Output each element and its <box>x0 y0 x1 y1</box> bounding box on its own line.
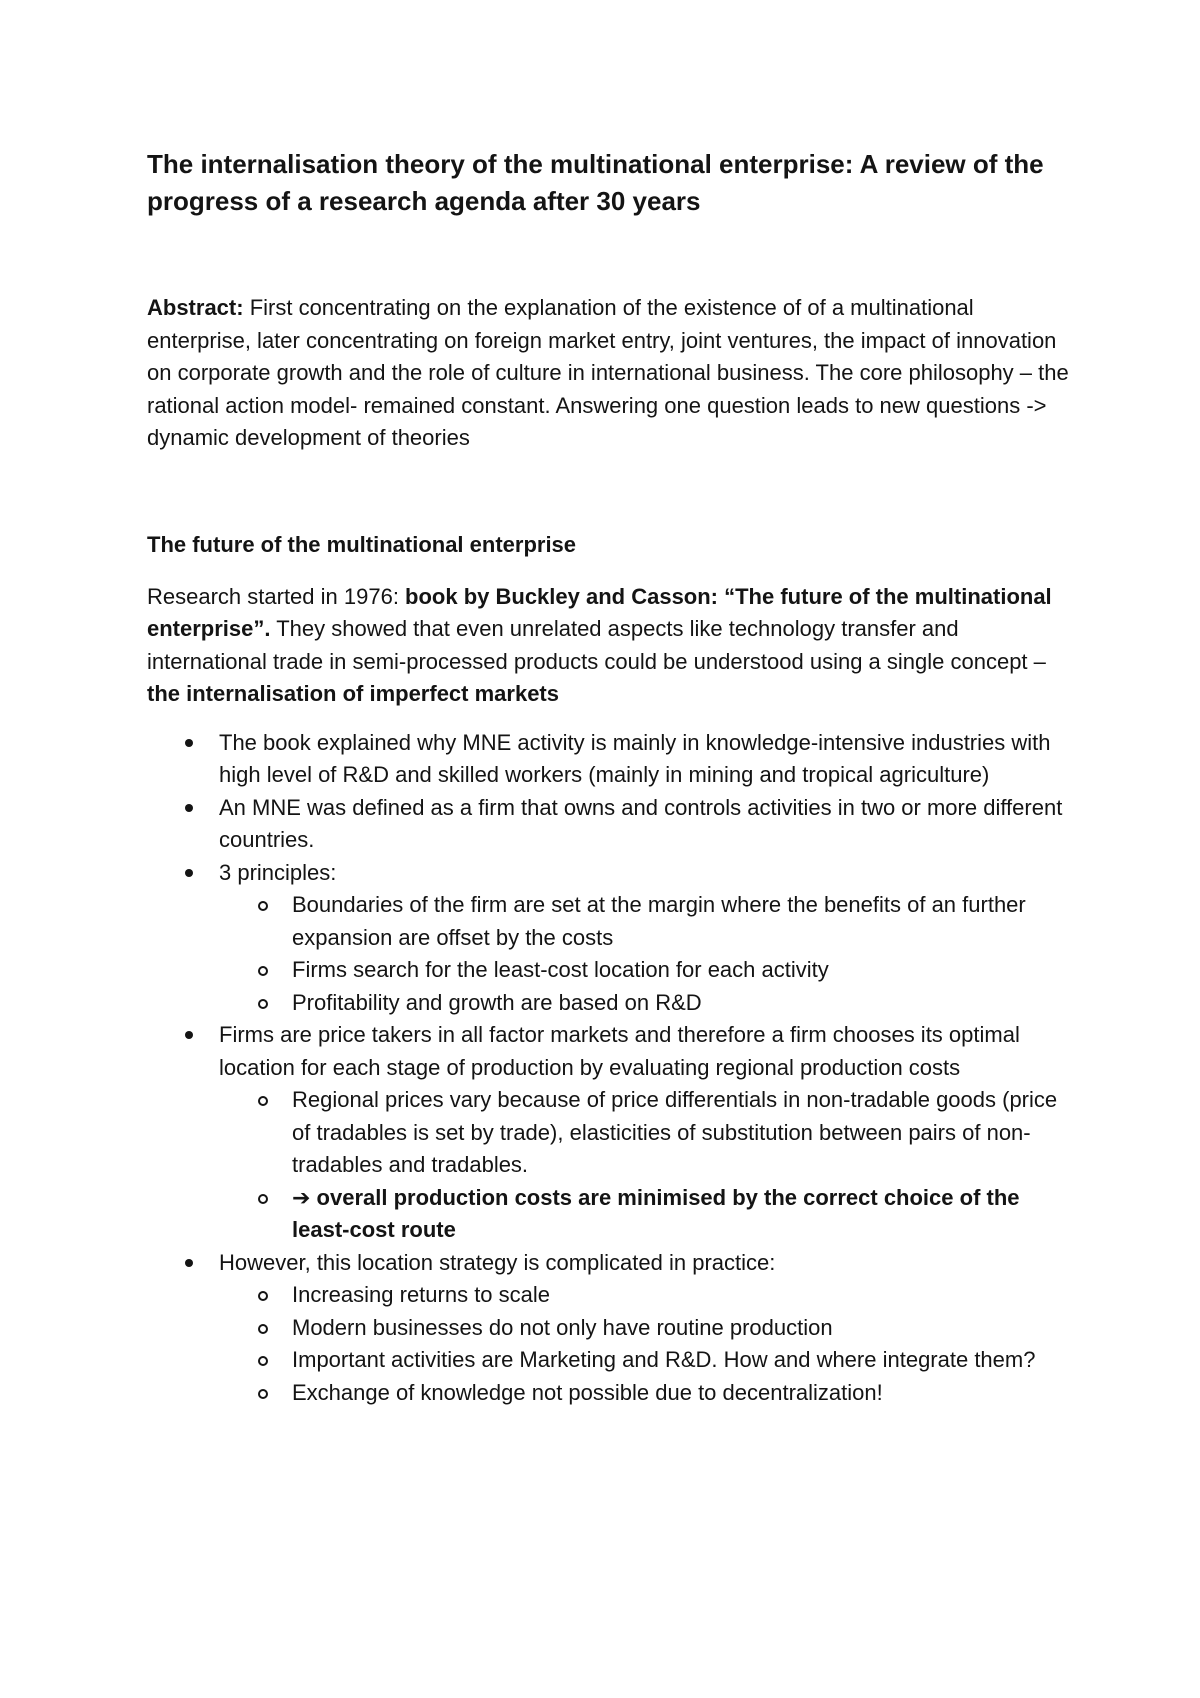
sub-list-item <box>147 1084 1077 1182</box>
abstract-paragraph <box>147 292 1077 455</box>
document-title: The internalisation theory of the multinational enterprise: A review of the progress of a research agenda after 30 years <box>147 149 1044 216</box>
intro-key-concept: the internalisation of imperfect markets <box>147 681 559 706</box>
intro-text-2: They showed that even unrelated aspects like technology transfer and international trade in semi-processed products could be understood using a single concept – <box>147 616 1046 674</box>
sub-list-item-text: Firms search for the least-cost location for each activity <box>292 957 829 982</box>
list-item <box>147 857 1077 1020</box>
arrow-right-icon: ➔ <box>292 1184 311 1210</box>
bullet-dot-icon <box>185 804 193 812</box>
intro-book-reference: book by Buckley and Casson: “The future of the multinational enterprise”. <box>147 583 1052 641</box>
sub-list-item <box>147 1377 1077 1410</box>
sub-list-item-text: Increasing returns to scale <box>292 1282 551 1307</box>
list-item <box>147 1247 1077 1410</box>
bullet-dot-icon <box>185 739 193 747</box>
list-item <box>147 727 1077 792</box>
sub-list-item-conclusion <box>220 1182 1077 1247</box>
bullet-circle-icon <box>258 1324 268 1334</box>
abstract-label: Abstract: <box>147 295 244 320</box>
sub-list-item <box>147 1312 1077 1345</box>
bullet-dot-icon <box>185 1031 193 1039</box>
abstract-text: First concentrating on the explanation of the existence of of a multinational enterprise, later concentrating on foreign market entry, joint ventures, the impact of innovation on corporate growth and the role of culture in international business. The core philosophy – the rational action model- remained constant. Answering one question leads to new questions -> dynamic development of theories <box>147 295 1069 450</box>
bullet-dot-icon <box>185 869 193 877</box>
list-item-text: An MNE was defined as a firm that owns and controls activities in two or more different countries. <box>219 794 1063 852</box>
bullet-circle-icon <box>258 966 268 976</box>
sub-list-item-text: Regional prices vary because of price differentials in non-tradable goods (price of tradables is set by trade), elasticities of substitution between pairs of non-tradables and tradables. <box>292 1087 1058 1177</box>
intro-paragraph <box>147 581 1077 711</box>
sub-list-item-text: Boundaries of the firm are set at the margin where the benefits of an further expansion are offset by the costs <box>292 892 1026 950</box>
sub-list-item <box>147 1344 1077 1377</box>
list-item <box>147 1019 1077 1247</box>
bullet-circle-icon <box>258 901 268 911</box>
bullet-circle-icon <box>258 1356 268 1366</box>
bullet-dot-icon <box>185 1259 193 1267</box>
sub-list-item <box>147 889 1077 954</box>
sub-list-item-text: Modern businesses do not only have routine production <box>292 1314 833 1340</box>
list-item-text: 3 principles: <box>219 859 337 885</box>
bullet-circle-icon <box>258 999 268 1009</box>
sub-list-item <box>147 1279 1077 1312</box>
intro-text-1: Research started in 1976: <box>147 583 406 609</box>
sub-list <box>147 889 1077 1019</box>
list-item <box>147 792 1077 857</box>
sub-list-item <box>147 954 1077 987</box>
bullet-list <box>147 727 1077 1410</box>
list-item-text: The book explained why MNE activity is mainly in knowledge-intensive industries with high level of R&D and skilled workers (mainly in mining and tropical agriculture) <box>219 729 1051 787</box>
list-item-text: Firms are price takers in all factor markets and therefore a firm chooses its optimal location for each stage of production by evaluating regional production costs <box>219 1022 1020 1080</box>
sub-list-item <box>147 1182 1077 1247</box>
bullet-circle-icon <box>258 1096 268 1106</box>
sub-list-item-text: Profitability and growth are based on R&D <box>292 989 702 1015</box>
sub-list-item <box>147 987 1077 1020</box>
conclusion-text: overall production costs are minimised by the correct choice of the least-cost route <box>292 1184 1020 1242</box>
bullet-circle-icon <box>258 1291 268 1301</box>
section-heading: The future of the multinational enterprise <box>147 531 577 557</box>
document-page <box>147 146 1077 1409</box>
bullet-circle-icon <box>258 1194 268 1204</box>
sub-list-item-text: Exchange of knowledge not possible due to decentralization! <box>292 1379 883 1405</box>
sub-list-item-text: Important activities are Marketing and R&D. How and where integrate them? <box>292 1347 1036 1372</box>
sub-list <box>147 1084 1077 1247</box>
sub-list <box>147 1279 1077 1409</box>
list-item-text: However, this location strategy is complicated in practice: <box>219 1249 776 1275</box>
bullet-circle-icon <box>258 1389 268 1399</box>
